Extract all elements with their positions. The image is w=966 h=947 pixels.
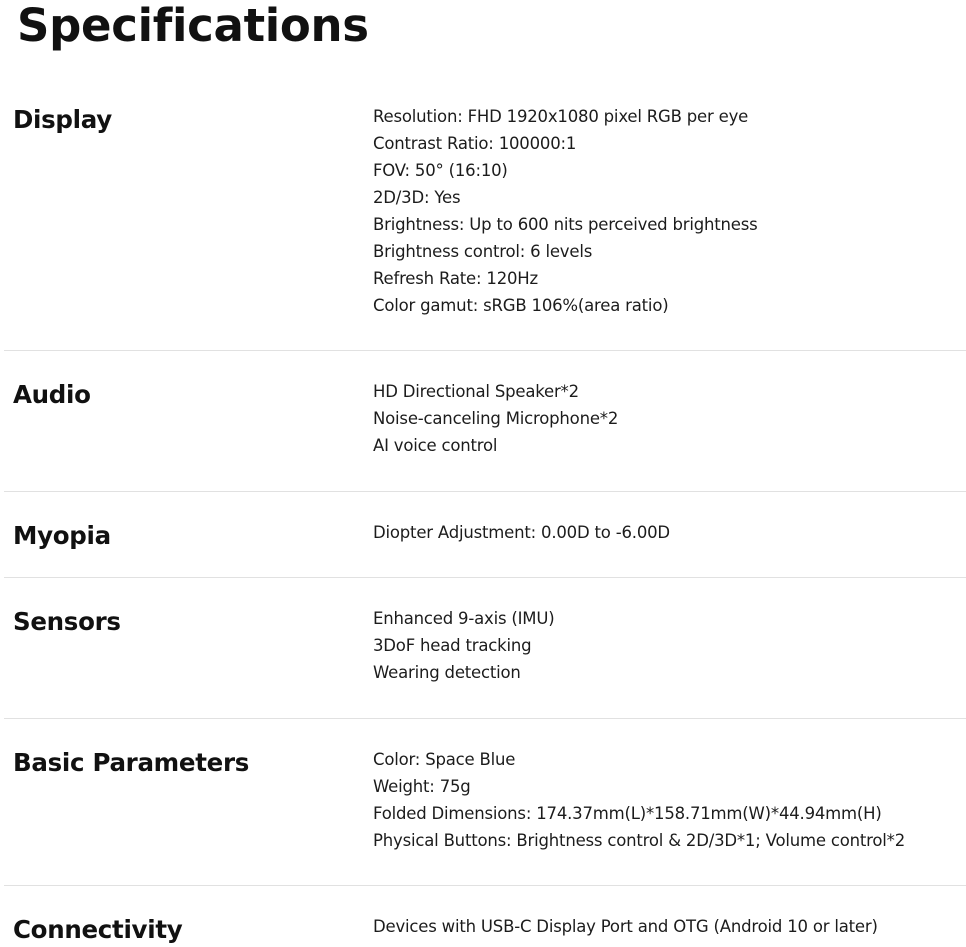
section-divider [4,350,966,351]
spec-item: Folded Dimensions: 174.37mm(L)*158.71mm(W)*44.94mm(H) [373,804,882,823]
spec-item: Resolution: FHD 1920x1080 pixel RGB per eye [373,107,749,126]
section-heading-audio: Audio [13,380,91,409]
section-heading-basic-parameters: Basic Parameters [13,748,250,777]
spec-item: Diopter Adjustment: 0.00D to -6.00D [373,523,670,542]
spec-item: HD Directional Speaker*2 [373,382,579,401]
spec-item: Devices with USB-C Display Port and OTG (Android 10 or later) [373,917,878,936]
section-heading-sensors: Sensors [13,607,121,636]
section-heading-myopia: Myopia [13,521,111,550]
spec-list-sensors [373,605,554,686]
spec-list-myopia [373,519,670,546]
spec-item: Weight: 75g [373,777,471,796]
spec-item: Brightness: Up to 600 nits perceived brightness [373,215,758,234]
spec-item: Color: Space Blue [373,750,516,769]
spec-item: Noise-canceling Microphone*2 [373,409,619,428]
section-divider [4,885,966,886]
section-heading-display: Display [13,105,112,134]
spec-item: Brightness control: 6 levels [373,242,593,261]
spec-item: Refresh Rate: 120Hz [373,269,538,288]
spec-item: 2D/3D: Yes [373,188,461,207]
spec-item: Wearing detection [373,663,521,682]
spec-item: FOV: 50° (16:10) [373,161,508,180]
spec-item: 3DoF head tracking [373,636,532,655]
spec-item: AI voice control [373,436,498,455]
spec-list-basic-parameters [373,746,905,854]
spec-item: Physical Buttons: Brightness control & 2D/3D*1; Volume control*2 [373,831,905,850]
spec-item: Enhanced 9-axis (IMU) [373,609,555,628]
spec-item: Contrast Ratio: 100000:1 [373,134,577,153]
spec-item: Color gamut: sRGB 106%(area ratio) [373,296,669,315]
section-heading-connectivity: Connectivity [13,915,183,944]
spec-list-connectivity [373,913,878,940]
page-title: Specifications [17,0,369,52]
section-divider [4,577,966,578]
section-divider [4,491,966,492]
spec-list-display [373,103,758,319]
section-divider [4,718,966,719]
spec-list-audio [373,378,618,459]
